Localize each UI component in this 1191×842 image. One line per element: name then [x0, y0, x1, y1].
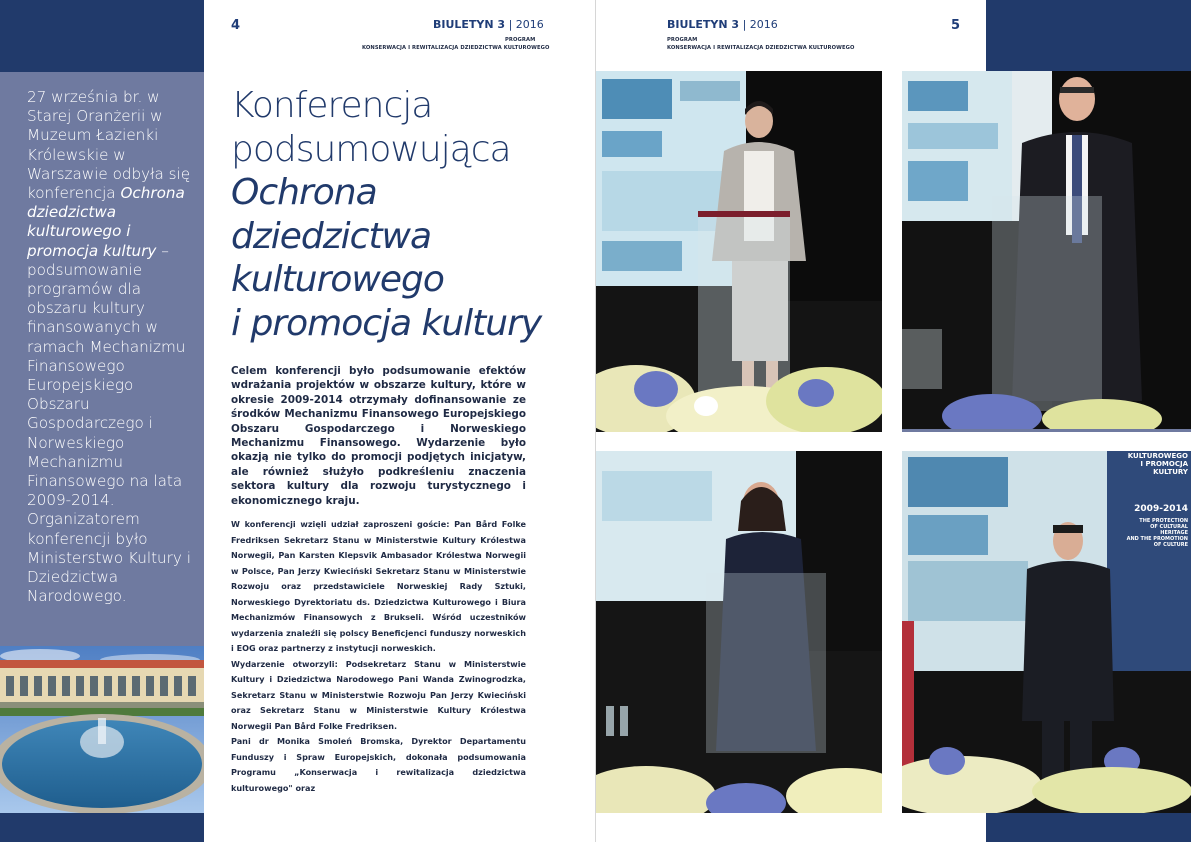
- program-label-left: PROGRAM: [505, 37, 536, 43]
- body-paragraph: Pani dr Monika Smoleń Bromska, Dyrektor Departamentu Funduszy i Spraw Europejskich, dokonała podsumowania Programu „Konserwacja i rewitalizacja dziedzictwa kulturowego" oraz: [231, 736, 526, 793]
- right-bottom-band: [986, 813, 1191, 842]
- bulletin-year: 2016: [749, 18, 778, 31]
- page-number-left: 4: [231, 18, 241, 33]
- slide-english: AND THE PROMOTION: [1126, 536, 1188, 542]
- photo-speaker-woman-1: [596, 71, 882, 432]
- slide-english: OF CULTURAL: [1150, 524, 1188, 530]
- slide-english: HERITAGE: [1160, 530, 1188, 536]
- slide-years: 2009-2014: [1134, 504, 1188, 514]
- slide-english: THE PROTECTION: [1139, 518, 1188, 524]
- left-bottom-band: [0, 813, 204, 842]
- bulletin-header-right: BIULETYN 3 | 2016: [667, 18, 778, 31]
- body-paragraph: Wydarzenie otworzyli: Podsekretarz Stanu w Ministerstwie Kultury i Dziedzictwa Narodowego Pani Wanda Zwinogrodzka, Sekretarz Stanu w Ministerstwie Rozwoju Pan Jerzy Kwieciński oraz Sekretarz Stanu w Ministerstwie Kultury Królestwa Norwegii Pan Bård Folke Fredriksen.: [231, 658, 526, 731]
- title-line: i promocja kultury: [231, 302, 542, 344]
- lead-paragraph: Celem konferencji było podsumowanie efektów wdrażania projektów w obszarze kultury, które w okresie 2009-2014 otrzymały dofinansowanie ze środków Mechanizmu Finansowego Europejskiego Obszaru Gospodarczego i Norweskiego Mechanizmu Finansowego. Wydarzenie było okazją nie tylko do promocji podjętych inicjatyw, ale również służyło podkreśleniu znaczenia sektora kultury dla rozwoju turystycznego i ekonomicznego kraju.: [231, 365, 526, 507]
- body-paragraph: W konferencji wzięli udział zaproszeni goście: Pan Bård Folke Fredriksen Sekretarz Stanu w Ministerstwie Kultury Królestwa Norwegii, Pan Karsten Klepsvik Ambasador Królestwa Norwegii w Polsce, Pan Jerzy Kwieciński Sekretarz Stanu w Ministerstwie Rozwoju oraz przedstawiciele Norweskiej Rady Sztuki, Norweskiego Dyrektoriatu ds. Dziedzictwa Kulturowego i Biura Mechanizmów Finansowych z Brukseli. Wśród uczestników wydarzenia znaleźli się polscy Beneficjenci funduszy norweskich i EOG oraz partnerzy z instytucji norweskich.: [231, 519, 526, 653]
- title-line: kulturowego: [231, 259, 444, 300]
- photo-speaker-man-1: [902, 71, 1191, 432]
- sidebar-text-italic: Ochrona dziedzictwa kulturowego i promocja kultury: [27, 184, 185, 260]
- title-line: dziedzictwa: [231, 215, 432, 257]
- right-top-band: [986, 0, 1191, 72]
- title-line: Konferencja: [231, 85, 433, 126]
- slide-heading: I PROMOCJA: [1140, 460, 1188, 468]
- sidebar-text-part1: 27 września br. w Starej Oranżerii w Muzeum Łazienki Królewskie w Warszawie odbyła się konferencja: [27, 88, 191, 203]
- slide-heading: KULTURY: [1153, 468, 1188, 476]
- title-line: Ochrona: [231, 172, 377, 213]
- sidebar-text-part2: – podsumowanie programów dla obszaru kultury finansowanych w ramach Mechanizmu Finansowego Europejskiego Obszaru Gospodarczego i Norweskiego Mechanizmu Finansowego na lata 2009-2014. Organizatorem konferencji było Ministerstwo Kultury i Dziedzictwa Narodowego.: [27, 241, 191, 606]
- body-text: [231, 517, 526, 796]
- slide-english: OF CULTURE: [1153, 542, 1188, 548]
- program-name-left: KONSERWACJA I REWITALIZACJA DZIEDZICTWA KULTUROWEGO: [362, 45, 550, 51]
- page-number-right: 5: [951, 18, 961, 33]
- bulletin-name: BIULETYN 3: [667, 18, 740, 31]
- title-line: podsumowująca: [231, 128, 511, 170]
- program-label-right: PROGRAM: [667, 37, 698, 43]
- bulletin-name: BIULETYN 3: [433, 18, 506, 31]
- article-title: [231, 84, 571, 345]
- slide-text: [1108, 452, 1188, 548]
- left-top-band: [0, 0, 204, 72]
- program-name-right: KONSERWACJA I REWITALIZACJA DZIEDZICTWA KULTUROWEGO: [667, 45, 855, 51]
- sidebar-intro-text: [27, 88, 197, 606]
- bulletin-header-left: BIULETYN 3 | 2016: [433, 18, 544, 31]
- orangery-photo: [0, 646, 204, 813]
- slide-heading: KULTUROWEGO: [1127, 452, 1188, 460]
- photo-speaker-woman-2: [596, 451, 882, 813]
- bulletin-year: 2016: [515, 18, 544, 31]
